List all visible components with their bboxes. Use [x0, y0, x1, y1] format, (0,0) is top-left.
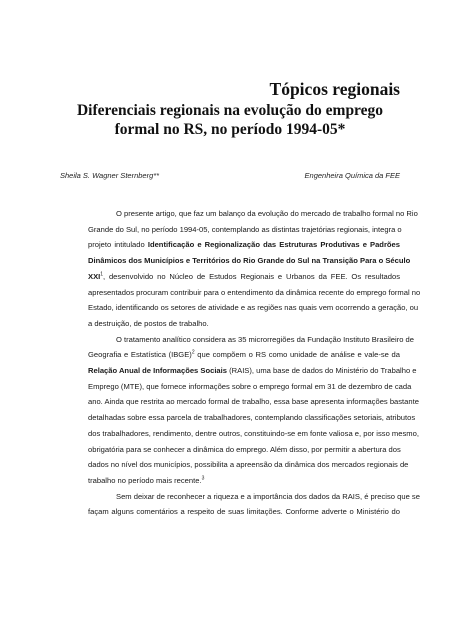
project-title-part-3: XXI: [88, 271, 101, 281]
project-title-part-2: Dinâmicos dos Municípios e Territórios do Rio Grande do Sul na Transição Para o Século: [88, 256, 411, 266]
text-line: Emprego (MTE), que fornece informações sobre o emprego formal em 31 de dezembro de cada: [88, 381, 412, 391]
text-line: detalhadas sobre essa parcela de trabalhadores, contemplando classificações setoriais, atributos: [88, 413, 416, 423]
footnote-ref[interactable]: 3: [201, 475, 205, 482]
text-line: [88, 363, 417, 379]
paragraph-3: [88, 489, 420, 520]
document-title: [60, 101, 400, 139]
footnote-ref[interactable]: 1: [100, 271, 104, 278]
text-run: Geografia e Estatística (IBGE): [88, 350, 192, 360]
section-title: Tópicos regionais: [269, 79, 400, 99]
rais-name: Relação Anual de Informações Sociais: [88, 366, 227, 376]
text-line: O presente artigo, que faz um balanço da evolução do mercado de trabalho formal no Rio: [116, 209, 418, 218]
text-line: [88, 269, 400, 285]
text-line: façam alguns comentários a respeito de suas limitações. Conforme adverte o Ministério do: [88, 507, 400, 517]
text-run: , desenvolvido no Núcleo de Estudos Regionais e Urbanos da FEE. Os resultados: [103, 271, 400, 281]
author-role: Engenheira Química da FEE: [304, 171, 400, 180]
title-line-2: formal no RS, no período 1994-05*: [114, 121, 346, 138]
text-line: [88, 347, 400, 363]
paragraph-1: [88, 206, 421, 332]
author-name: Sheila S. Wagner Sternberg**: [60, 171, 160, 180]
paragraph-2: [88, 332, 419, 489]
title-line-1: Diferenciais regionais na evolução do emprego: [76, 102, 384, 119]
text-line: [88, 237, 400, 253]
text-run: projeto intitulado: [88, 240, 148, 250]
text-line: obrigatória para se conhecer a dinâmica do emprego. Além disso, por permitir a abertura dos: [88, 444, 401, 454]
text-line: dos trabalhadores, rendimento, dentre outros, constituindo-se em fonte valiosa e, por isso mesmo,: [88, 428, 419, 438]
text-line: ano. Ainda que restrita ao mercado formal de trabalho, essa base apresenta informações bastante: [88, 397, 419, 407]
text-run: que compõem o RS como unidade de análise e vale-se da: [194, 350, 400, 360]
project-title-part-1: Identificação e Regionalização das Estruturas Produtivas e Padrões: [147, 240, 400, 250]
text-line: Sem deixar de reconhecer a riqueza e a importância dos dados da RAIS, é preciso que se: [116, 491, 420, 501]
text-run: trabalho no período mais recente.: [88, 475, 202, 485]
text-line: dados no nível dos municípios, possibilita a apreensão da dinâmica dos mercados regionais de: [88, 460, 409, 470]
text-line: Estado, identificando os setores de atividade e as regiões nas quais vem ocorrendo a geração, ou: [88, 303, 419, 313]
footnote-ref[interactable]: 2: [191, 349, 195, 356]
text-run: (RAIS), uma base de dados do Ministério do Trabalho e: [227, 366, 417, 376]
text-line: [88, 473, 400, 489]
text-line: O tratamento analítico considera as 35 microrregiões da Fundação Instituto Brasileiro de: [116, 334, 414, 344]
text-line: Grande do Sul, no período 1994-05, contemplando as distintas trajetórias regionais, integra o: [88, 224, 402, 234]
text-line: [88, 253, 411, 269]
article-body: [88, 206, 421, 520]
text-line: a destruição, de postos de trabalho.: [88, 318, 209, 328]
text-line: apresentados procuram contribuir para o entendimento da dinâmica recente do emprego formal no: [88, 287, 421, 297]
